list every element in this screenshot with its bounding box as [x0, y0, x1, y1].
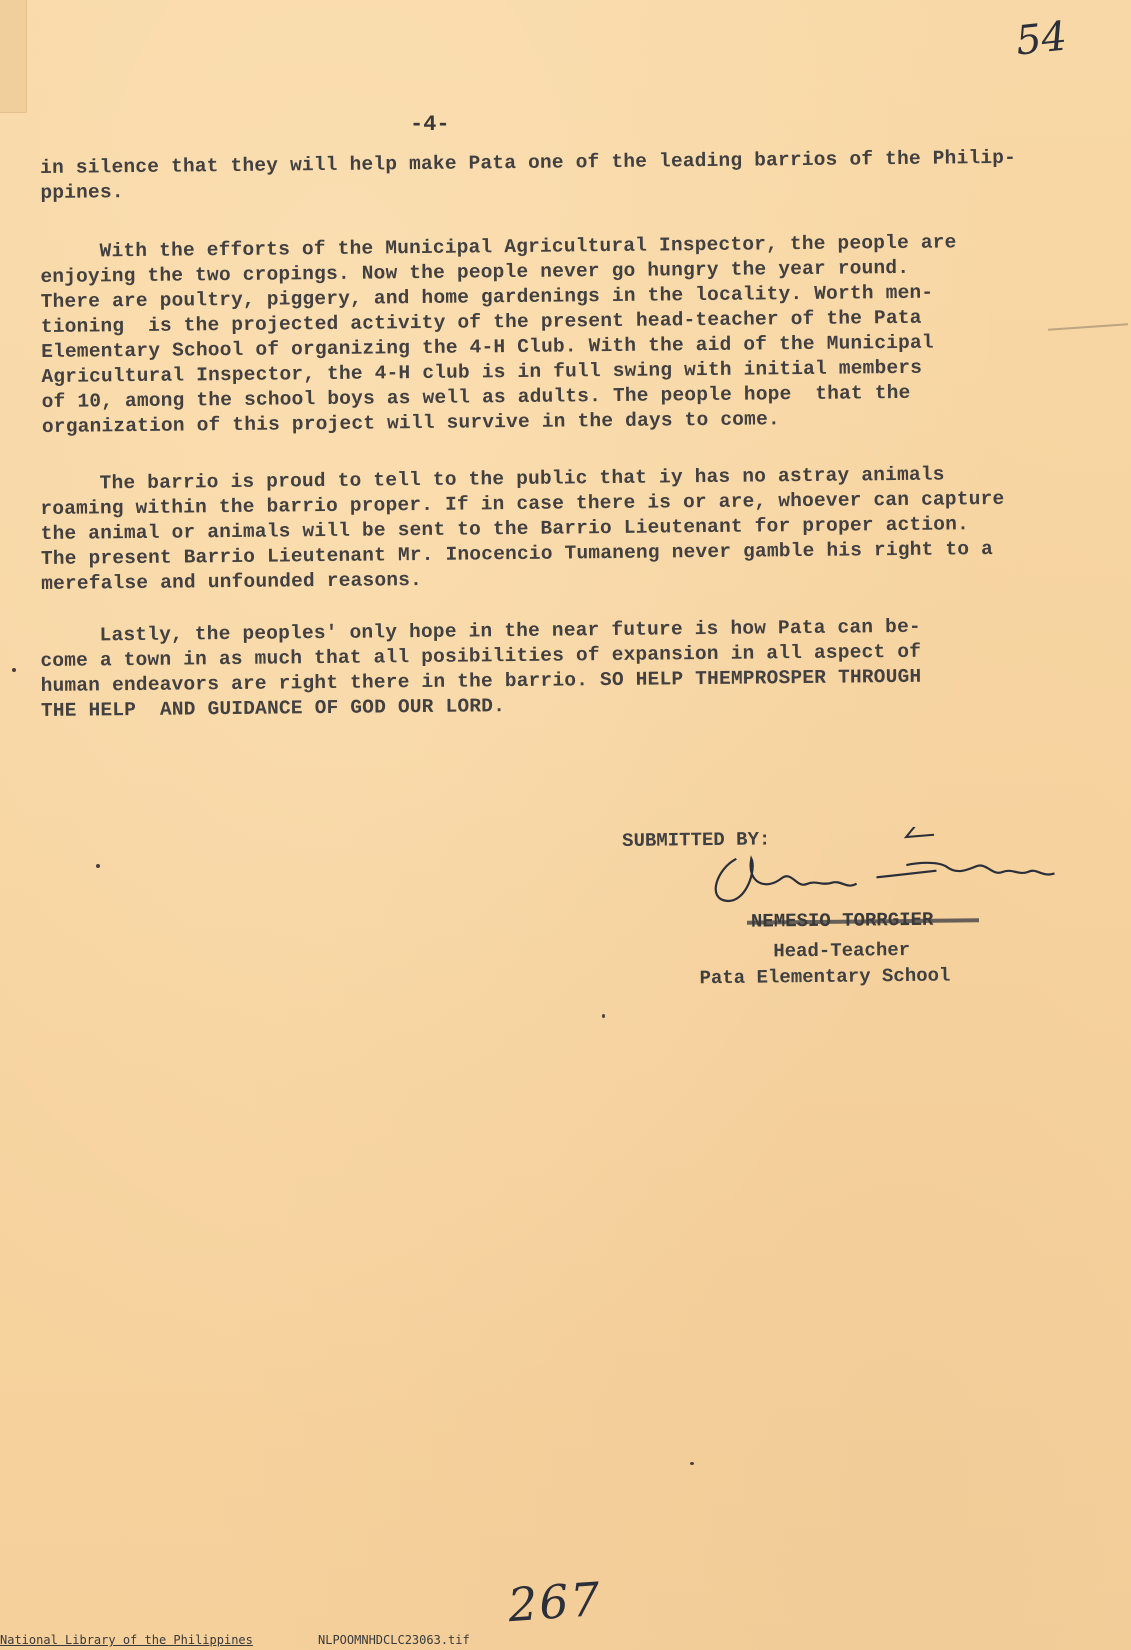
signature-block	[622, 826, 1042, 990]
paragraph-4: Lastly, the peoples' only hope in the near future is how Pata can be- come a town in as much that all posibilities of expansion in all aspect of human endeavors are right there in the barrio. SO HELP THEMPROSPER THROUGH THE HELP AND GUIDANCE OF GOD OUR LORD.	[40, 615, 922, 722]
paper-speck	[602, 1014, 605, 1018]
paragraph-4-container	[40, 613, 1101, 724]
paragraph-3-container	[40, 461, 1101, 597]
paragraph-2: With the efforts of the Municipal Agricultural Inspector, the people are enjoying the two cropings. Now the people never go hungry the year round. There are poultry, piggery, and home gardenings in the locality. Worth men- tioning is the projected activity of the present head-teacher of the Pata Elementary School of organizing the 4-H Club. With the aid of the Municipal Agricultural Inspector, the 4-H club is in full swing with initial members of 10, among the school boys as well as adults. The people hope that the organization of this project will survive in the days to come.	[40, 231, 957, 438]
paper-speck	[96, 864, 100, 868]
handwritten-bottom-number: 267	[506, 1571, 604, 1633]
paragraph-3: The barrio is proud to tell to the public that iy has no astray animals roaming within the barrio proper. If in case there is or are, whoever can capture the animal or animals will be sent to the Barrio Lieutenant for proper action. The present Barrio Lieutenant Mr. Inocencio Tumaneng never gamble his right to a merefalse and unfounded reasons.	[40, 463, 1006, 595]
submitted-by-label: SUBMITTED BY:	[622, 828, 771, 852]
paragraph-1-container	[40, 145, 1100, 206]
paper-speck	[12, 668, 16, 672]
footer-filename: NLPOOMNHDCLC23063.tif	[318, 1633, 470, 1647]
paragraph-1: in silence that they will help make Pata one of the leading barrios of the Philip- ppines.	[40, 146, 1017, 204]
signature-initial-stroke	[906, 825, 934, 837]
footer-library: National Library of the Philippines	[0, 1633, 253, 1647]
signer-name: NEMESIO TORRGIER	[750, 908, 934, 933]
signature-surname	[876, 861, 1054, 877]
paper-speck	[690, 1462, 694, 1465]
signer-school: Pata Elementary School	[699, 964, 951, 990]
signature-first-name	[715, 858, 856, 902]
page-number: -4-	[410, 112, 450, 137]
signer-title: Head-Teacher	[773, 938, 911, 963]
paragraph-2-container	[40, 229, 1102, 440]
folio-number: 54	[1013, 13, 1070, 65]
paper-fold	[0, 0, 27, 113]
